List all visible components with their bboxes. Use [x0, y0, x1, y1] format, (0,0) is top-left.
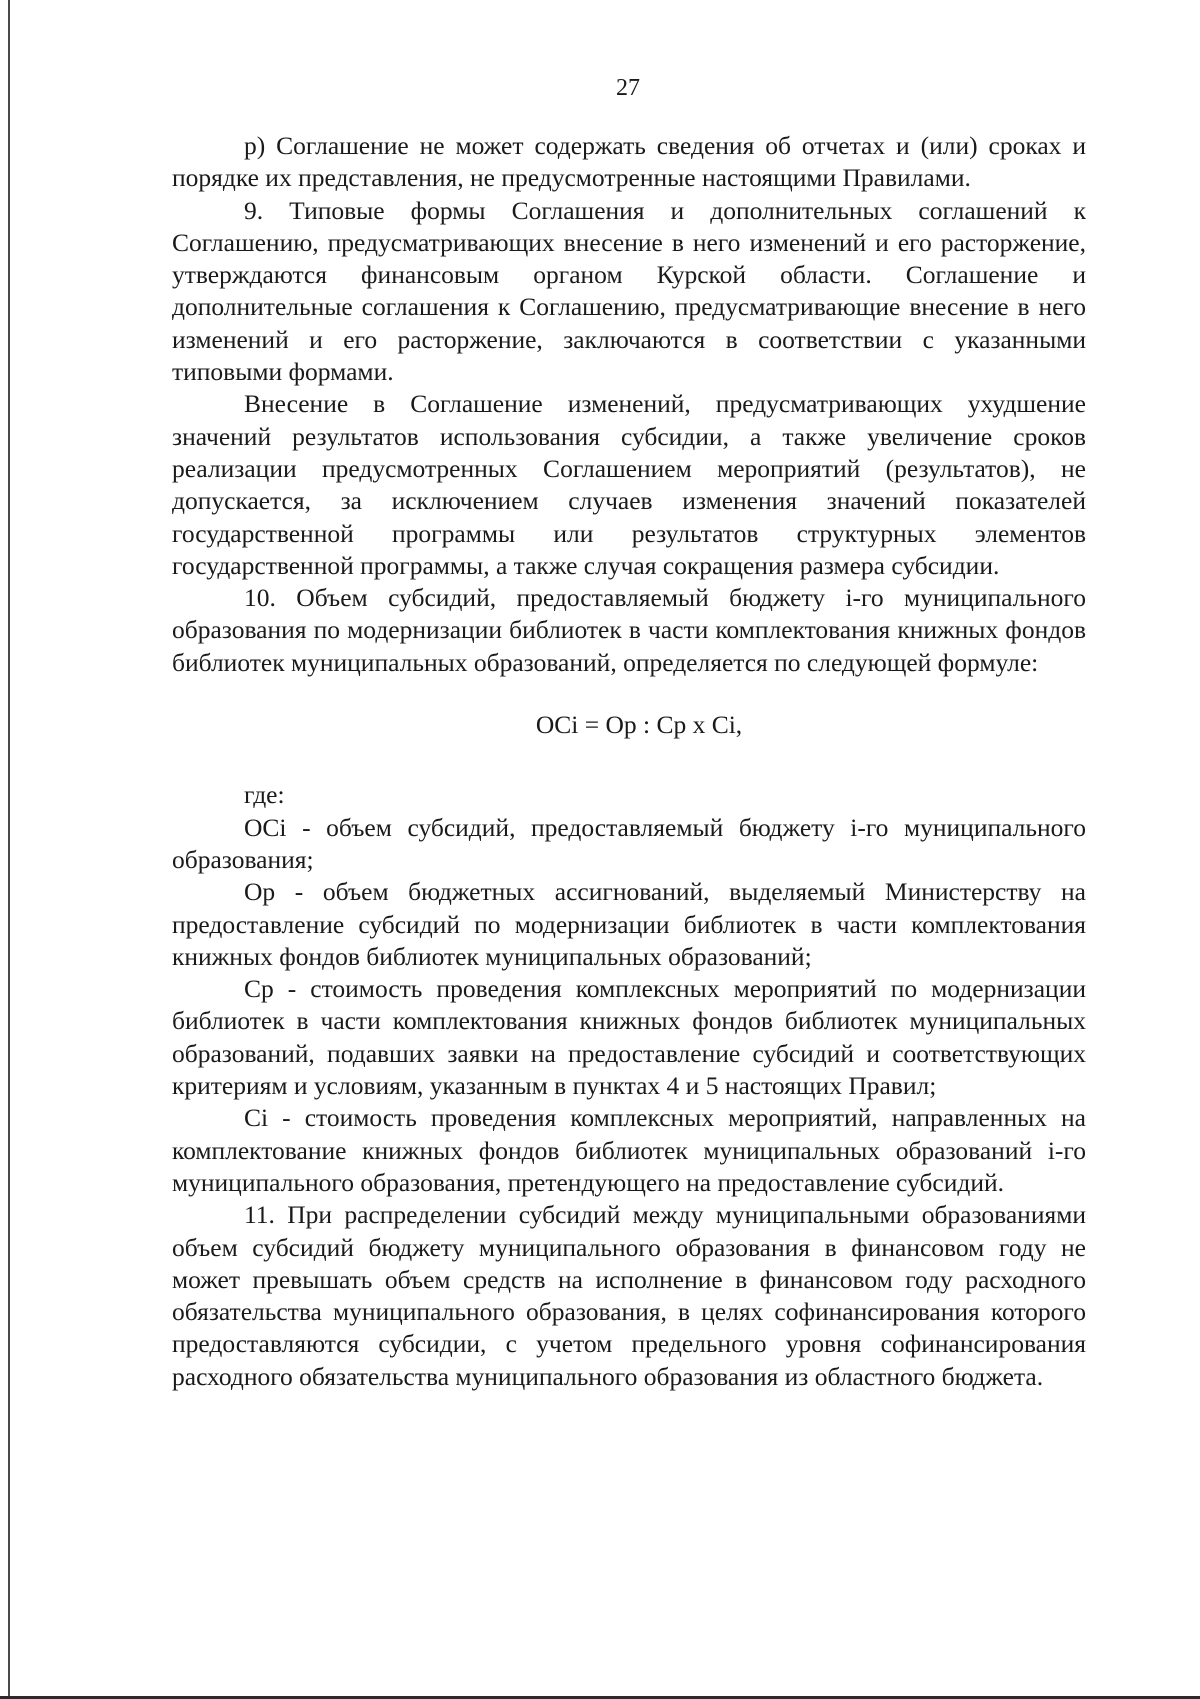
document-body [172, 130, 1086, 1393]
page-number: 27 [616, 75, 640, 101]
paragraph-10: 10. Объем субсидий, предоставляемый бюджету i-го муниципального образования по модернизации библиотек в части комплектования книжных фондов библиотек муниципальных образований, определяется по следующей формуле: [172, 583, 1086, 677]
where-label: где: [244, 780, 285, 810]
paragraph-9: 9. Типовые формы Соглашения и дополнительных соглашений к Соглашению, предусматривающих внесение в него изменений и его расторжение, утверждаются финансовым органом Курской области. Соглашение и дополнительные соглашения к Соглашению, предусматривающие внесение в него изменений и его расторжение, заключаются в соответствии с указанными типовыми формами. [172, 195, 1086, 387]
paragraph-amendments: Внесение в Соглашение изменений, предусматривающих ухудшение значений результатов использования субсидии, а также увеличение сроков реализации предусмотренных Соглашением мероприятий (результатов), не допускается, за исключением случаев изменения значений показателей государственной программы или результатов структурных элементов государственной программы, а также случая сокращения размера субсидии. [172, 389, 1086, 580]
definition-oci: OCi - объем субсидий, предоставляемый бюджету i-го муниципального образования; [172, 812, 1086, 874]
definition-ci: Ci - стоимость проведения комплексных мероприятий, направленных на комплектование книжных фондов библиотек муниципальных образований i-го муниципального образования, претендующего на предоставление субсидий. [172, 1103, 1086, 1197]
scan-edge-left [8, 0, 10, 1699]
definition-cp: Cp - стоимость проведения комплексных мероприятий по модернизации библиотек в части комплектования книжных фондов библиотек муниципальных образований, подавших заявки на предоставление субсидий и соответствующих критериям и условиям, указанным в пунктах 4 и 5 настоящих Правил; [172, 974, 1086, 1101]
formula: OCi = Op : Cp x Ci, [535, 710, 743, 740]
definition-op: Op - объем бюджетных ассигнований, выделяемый Министерству на предоставление субсидий по модернизации библиотек в части комплектования книжных фондов библиотек муниципальных образований; [172, 877, 1086, 971]
paragraph-r: р) Соглашение не может содержать сведения об отчетах и (или) сроках и порядке их представления, не предусмотренные настоящими Правилами. [172, 131, 1086, 193]
paragraph-11: 11. При распределении субсидий между муниципальными образованиями объем субсидий бюджету муниципального образования в финансовом году не может превышать объем средств на исполнение в финансовом году расходного обязательства муниципального образования, в целях софинансирования которого предоставляются субсидии, с учетом предельного уровня софинансирования расходного обязательства муниципального образования из областного бюджета. [172, 1200, 1086, 1391]
